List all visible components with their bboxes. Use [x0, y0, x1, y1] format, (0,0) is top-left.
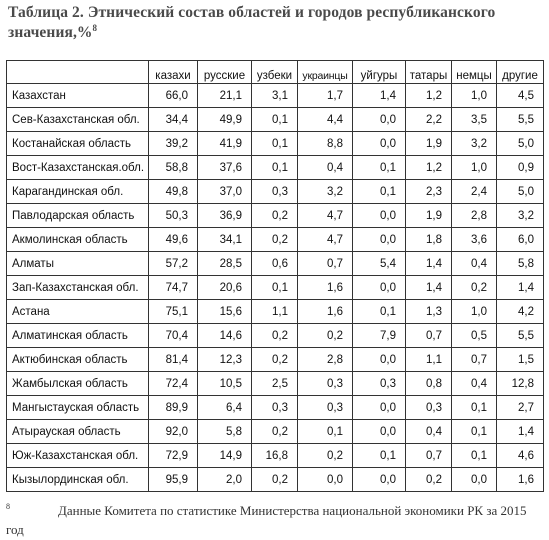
value-cell: 7,9: [353, 324, 406, 348]
value-cell: 0,0: [353, 132, 406, 156]
value-cell: 1,4: [497, 276, 544, 300]
value-cell: 1,0: [452, 156, 497, 180]
value-cell: 89,9: [149, 396, 198, 420]
value-cell: 0,5: [452, 324, 497, 348]
header-cell: татары: [406, 61, 452, 84]
value-cell: 0,1: [452, 420, 497, 444]
header-cell-region: [7, 61, 149, 84]
value-cell: 58,8: [149, 156, 198, 180]
value-cell: 0,2: [406, 468, 452, 492]
value-cell: 1,4: [406, 252, 452, 276]
value-cell: 15,6: [198, 300, 252, 324]
value-cell: 0,2: [252, 324, 298, 348]
region-name-cell: Акмолинская область: [7, 228, 149, 252]
value-cell: 81,4: [149, 348, 198, 372]
value-cell: 5,4: [353, 252, 406, 276]
value-cell: 2,5: [252, 372, 298, 396]
header-cell: узбеки: [252, 61, 298, 84]
value-cell: 1,2: [406, 84, 452, 108]
table-row: [7, 468, 544, 492]
table-row: [7, 324, 544, 348]
value-cell: 95,9: [149, 468, 198, 492]
value-cell: 0,1: [452, 444, 497, 468]
table-row: [7, 420, 544, 444]
table-body: [7, 84, 544, 492]
value-cell: 49,9: [198, 108, 252, 132]
value-cell: 0,4: [406, 420, 452, 444]
value-cell: 5,0: [497, 180, 544, 204]
value-cell: 3,2: [497, 204, 544, 228]
value-cell: 0,1: [252, 132, 298, 156]
value-cell: 1,8: [406, 228, 452, 252]
value-cell: 0,1: [252, 156, 298, 180]
value-cell: 2,7: [497, 396, 544, 420]
value-cell: 34,1: [198, 228, 252, 252]
value-cell: 75,1: [149, 300, 198, 324]
value-cell: 2,8: [298, 348, 353, 372]
caption-footnote-mark: 8: [92, 23, 98, 33]
value-cell: 0,0: [353, 468, 406, 492]
value-cell: 0,2: [252, 420, 298, 444]
header-cell: украинцы: [298, 61, 353, 84]
value-cell: 0,0: [353, 108, 406, 132]
value-cell: 3,5: [452, 108, 497, 132]
table-row: [7, 252, 544, 276]
value-cell: 1,5: [497, 348, 544, 372]
value-cell: 37,0: [198, 180, 252, 204]
footnote-text: Данные Комитета по статистике Министерства национальной экономики РК за 2015 год: [6, 503, 527, 537]
value-cell: 4,2: [497, 300, 544, 324]
value-cell: 3,1: [252, 84, 298, 108]
value-cell: 0,0: [353, 348, 406, 372]
value-cell: 0,9: [497, 156, 544, 180]
table-row: [7, 444, 544, 468]
value-cell: 1,4: [497, 420, 544, 444]
value-cell: 49,6: [149, 228, 198, 252]
value-cell: 5,0: [497, 132, 544, 156]
header-row: [7, 61, 544, 84]
region-name-cell: Кызылординская обл.: [7, 468, 149, 492]
header-cell: другие: [497, 61, 544, 84]
value-cell: 5,8: [497, 252, 544, 276]
value-cell: 0,4: [452, 252, 497, 276]
value-cell: 1,0: [452, 300, 497, 324]
value-cell: 2,2: [406, 108, 452, 132]
region-name-cell: Жамбылская область: [7, 372, 149, 396]
value-cell: 0,3: [252, 180, 298, 204]
value-cell: 5,5: [497, 108, 544, 132]
table-caption: [8, 3, 544, 43]
region-name-cell: Казахстан: [7, 84, 149, 108]
value-cell: 2,3: [406, 180, 452, 204]
caption-text: Таблица 2. Этнический состав областей и городов республиканского значения,%: [8, 4, 496, 41]
value-cell: 3,2: [452, 132, 497, 156]
value-cell: 1,6: [298, 276, 353, 300]
value-cell: 92,0: [149, 420, 198, 444]
value-cell: 41,9: [198, 132, 252, 156]
table-row: [7, 228, 544, 252]
value-cell: 5,8: [198, 420, 252, 444]
header-cell: казахи: [149, 61, 198, 84]
value-cell: 0,1: [298, 420, 353, 444]
footnote-mark: 8: [6, 502, 10, 511]
table-row: [7, 300, 544, 324]
value-cell: 14,9: [198, 444, 252, 468]
ethnic-composition-table: [6, 60, 544, 492]
value-cell: 0,3: [298, 396, 353, 420]
region-name-cell: Юж-Казахстанская обл.: [7, 444, 149, 468]
value-cell: 72,9: [149, 444, 198, 468]
value-cell: 66,0: [149, 84, 198, 108]
value-cell: 0,7: [298, 252, 353, 276]
value-cell: 50,3: [149, 204, 198, 228]
table-row: [7, 372, 544, 396]
region-name-cell: Актюбинская область: [7, 348, 149, 372]
value-cell: 0,0: [353, 228, 406, 252]
value-cell: 70,4: [149, 324, 198, 348]
value-cell: 0,0: [298, 468, 353, 492]
value-cell: 0,3: [298, 372, 353, 396]
header-cell: немцы: [452, 61, 497, 84]
table-row: [7, 204, 544, 228]
value-cell: 3,6: [452, 228, 497, 252]
value-cell: 0,6: [252, 252, 298, 276]
value-cell: 1,3: [406, 300, 452, 324]
value-cell: 16,8: [252, 444, 298, 468]
value-cell: 4,7: [298, 204, 353, 228]
value-cell: 20,6: [198, 276, 252, 300]
value-cell: 0,8: [406, 372, 452, 396]
table-row: [7, 132, 544, 156]
value-cell: 1,6: [298, 300, 353, 324]
value-cell: 0,2: [252, 468, 298, 492]
region-name-cell: Костанайская область: [7, 132, 149, 156]
value-cell: 0,1: [452, 396, 497, 420]
value-cell: 1,4: [406, 276, 452, 300]
value-cell: 0,1: [353, 156, 406, 180]
value-cell: 0,3: [406, 396, 452, 420]
value-cell: 0,2: [298, 324, 353, 348]
table-row: [7, 84, 544, 108]
region-name-cell: Зап-Казахстанская обл.: [7, 276, 149, 300]
value-cell: 0,7: [406, 324, 452, 348]
value-cell: 1,9: [406, 204, 452, 228]
table-row: [7, 180, 544, 204]
table-row: [7, 348, 544, 372]
value-cell: 1,1: [252, 300, 298, 324]
value-cell: 0,1: [353, 180, 406, 204]
region-name-cell: Атырауская область: [7, 420, 149, 444]
value-cell: 0,4: [298, 156, 353, 180]
value-cell: 1,9: [406, 132, 452, 156]
region-name-cell: Мангыстауская область: [7, 396, 149, 420]
value-cell: 6,0: [497, 228, 544, 252]
value-cell: 0,0: [353, 276, 406, 300]
footnote: [6, 501, 544, 539]
value-cell: 2,4: [452, 180, 497, 204]
region-name-cell: Алматинская область: [7, 324, 149, 348]
value-cell: 1,6: [497, 468, 544, 492]
header-cell: уйгуры: [353, 61, 406, 84]
value-cell: 0,1: [353, 444, 406, 468]
value-cell: 1,2: [406, 156, 452, 180]
region-name-cell: Астана: [7, 300, 149, 324]
value-cell: 0,4: [452, 372, 497, 396]
value-cell: 39,2: [149, 132, 198, 156]
value-cell: 6,4: [198, 396, 252, 420]
value-cell: 0,3: [353, 372, 406, 396]
value-cell: 4,4: [298, 108, 353, 132]
value-cell: 0,0: [353, 204, 406, 228]
table-row: [7, 108, 544, 132]
region-name-cell: Алматы: [7, 252, 149, 276]
value-cell: 4,7: [298, 228, 353, 252]
table-header: [7, 61, 544, 84]
value-cell: 0,2: [252, 228, 298, 252]
table-row: [7, 156, 544, 180]
value-cell: 0,2: [252, 348, 298, 372]
value-cell: 57,2: [149, 252, 198, 276]
value-cell: 37,6: [198, 156, 252, 180]
value-cell: 21,1: [198, 84, 252, 108]
region-name-cell: Сев-Казахстанская обл.: [7, 108, 149, 132]
value-cell: 2,8: [452, 204, 497, 228]
region-name-cell: Карагандинская обл.: [7, 180, 149, 204]
header-cell: русские: [198, 61, 252, 84]
table-row: [7, 276, 544, 300]
value-cell: 1,4: [353, 84, 406, 108]
value-cell: 0,0: [353, 396, 406, 420]
value-cell: 8,8: [298, 132, 353, 156]
value-cell: 2,0: [198, 468, 252, 492]
value-cell: 12,3: [198, 348, 252, 372]
value-cell: 14,6: [198, 324, 252, 348]
value-cell: 0,7: [406, 444, 452, 468]
value-cell: 72,4: [149, 372, 198, 396]
value-cell: 0,2: [298, 444, 353, 468]
value-cell: 0,1: [252, 108, 298, 132]
value-cell: 10,5: [198, 372, 252, 396]
table-row: [7, 396, 544, 420]
value-cell: 0,1: [353, 300, 406, 324]
value-cell: 0,1: [252, 276, 298, 300]
value-cell: 3,2: [298, 180, 353, 204]
value-cell: 1,1: [406, 348, 452, 372]
region-name-cell: Павлодарская область: [7, 204, 149, 228]
value-cell: 28,5: [198, 252, 252, 276]
value-cell: 0,2: [252, 204, 298, 228]
value-cell: 5,5: [497, 324, 544, 348]
value-cell: 12,8: [497, 372, 544, 396]
value-cell: 0,0: [353, 420, 406, 444]
region-name-cell: Вост-Казахстанская.обл.: [7, 156, 149, 180]
value-cell: 1,7: [298, 84, 353, 108]
value-cell: 36,9: [198, 204, 252, 228]
value-cell: 74,7: [149, 276, 198, 300]
value-cell: 49,8: [149, 180, 198, 204]
value-cell: 0,0: [452, 468, 497, 492]
value-cell: 34,4: [149, 108, 198, 132]
value-cell: 4,5: [497, 84, 544, 108]
value-cell: 4,6: [497, 444, 544, 468]
value-cell: 1,0: [452, 84, 497, 108]
value-cell: 0,7: [452, 348, 497, 372]
value-cell: 0,2: [452, 276, 497, 300]
value-cell: 0,3: [252, 396, 298, 420]
